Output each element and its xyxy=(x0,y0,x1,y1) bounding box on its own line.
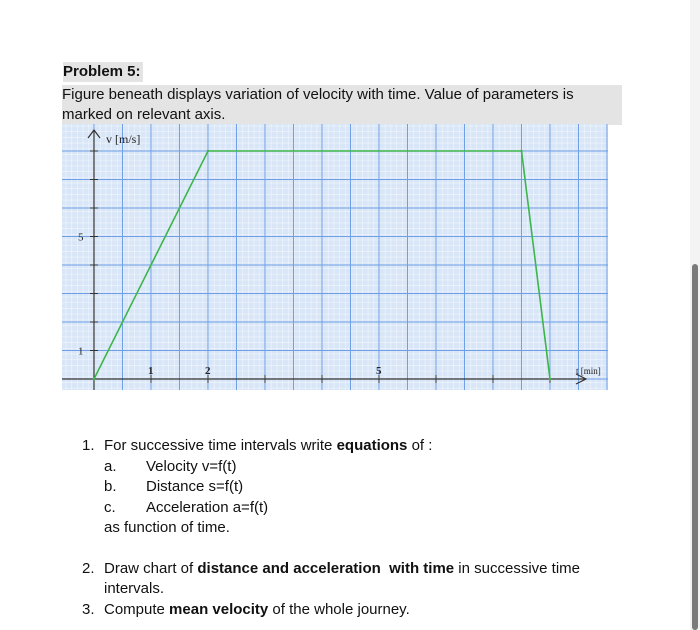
task-1-item-c xyxy=(82,498,622,519)
item-text: Distance s=f(t) xyxy=(146,478,244,495)
intro-line-1: Figure beneath displays variation of velocity with time. Value of parameters is xyxy=(62,86,574,103)
task-1-item-a xyxy=(82,457,622,478)
task-2-line-2: intervals. xyxy=(104,580,165,597)
item-letter: a. xyxy=(104,457,117,475)
task-3-text-end: of the whole journey. xyxy=(268,600,410,618)
velocity-point xyxy=(93,378,95,380)
task-1-item-b xyxy=(82,477,622,498)
scrollbar-thumb[interactable] xyxy=(692,264,698,630)
item-text: Acceleration a=f(t) xyxy=(146,498,269,516)
scrollbar-track[interactable] xyxy=(690,0,700,630)
task-1-tail: as function of time. xyxy=(104,519,230,536)
task-2-bold-2: with time xyxy=(389,559,455,577)
item-letter: b. xyxy=(104,478,117,495)
task-2-bold-1: distance and acceleration xyxy=(197,559,381,577)
task-1-text: For successive time intervals write xyxy=(104,437,337,454)
task-3-text: Compute xyxy=(104,600,170,618)
task-2-spacer xyxy=(381,560,389,577)
intro-line-2: marked on relevant axis. xyxy=(62,106,226,123)
task-2-text: Draw chart of xyxy=(104,559,198,577)
problem-intro xyxy=(62,85,622,125)
task-list xyxy=(82,436,622,620)
task-1 xyxy=(82,436,622,457)
task-1-number: 1. xyxy=(82,437,95,454)
problem-title: Problem 5: xyxy=(63,63,141,80)
chart-svg xyxy=(62,124,608,390)
x-axis-label: t [min] xyxy=(576,366,601,376)
task-3-number: 3. xyxy=(82,600,95,618)
task-2-text-end: in successive time xyxy=(454,559,581,577)
y-axis-label: v [m/s] xyxy=(106,132,141,146)
y-tick-label: 1 xyxy=(78,345,84,358)
x-tick-label: 5 xyxy=(376,365,382,377)
velocity-point xyxy=(520,150,522,152)
x-tick-label: 1 xyxy=(148,365,154,377)
item-letter: c. xyxy=(104,498,116,516)
task-1-bold: equations xyxy=(336,437,408,454)
velocity-point xyxy=(207,150,209,152)
task-1-text-end: of : xyxy=(407,437,433,454)
task-3-bold: mean velocity xyxy=(169,600,269,618)
task-2 xyxy=(82,559,622,580)
y-tick-label: 5 xyxy=(78,231,84,244)
x-tick-label: 2 xyxy=(205,365,211,377)
velocity-time-chart xyxy=(62,124,608,390)
task-3 xyxy=(82,600,622,621)
velocity-point xyxy=(549,378,551,380)
task-2-number: 2. xyxy=(82,559,95,577)
item-text: Velocity v=f(t) xyxy=(146,457,237,475)
